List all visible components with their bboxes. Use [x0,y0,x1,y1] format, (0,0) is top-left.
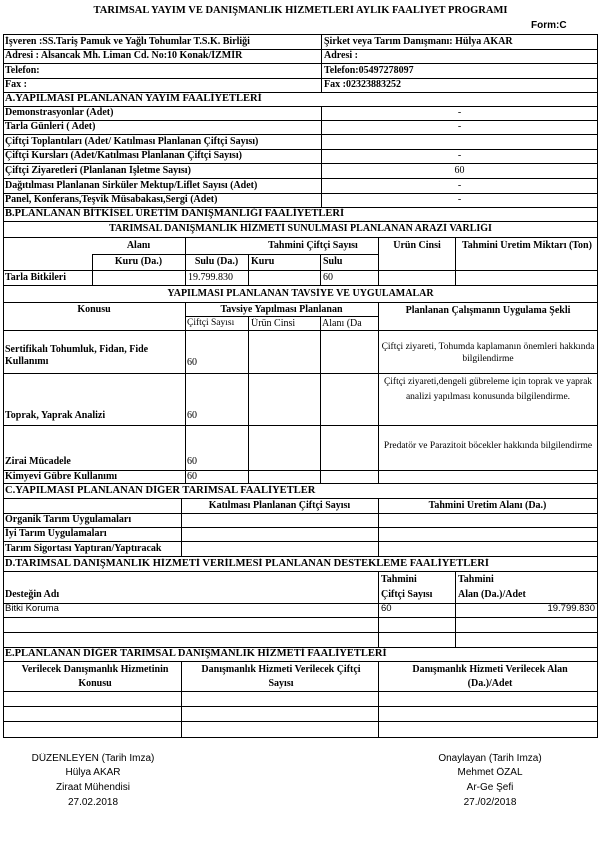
form-code: Form:C [531,20,567,31]
a-row-label: Dağıtılması Planlanan Sirküler Mektup/Liflet Sayısı (Adet) [5,180,258,191]
a-row-label: Çiftçi Kursları (Adet/Katılması Planlanan Çiftçi Sayısı) [5,150,242,161]
a-row-value: - [457,180,462,191]
adres-left: Adresi : Alsancak Mh. Liman Cd. No:10 Konak/İZMİR [5,50,243,61]
tavsiye-row-ciftci: 60 [187,410,197,421]
a-row-value: - [457,194,462,205]
konusu-header: Konusu [77,304,111,315]
sig-left-role: DÜZENLEYEN (Tarih İmza) [31,753,155,764]
tahmini-ciftci-header: Tahmini Çiftçi Sayısı [268,240,358,251]
kuru-header: Kuru [251,256,275,267]
c-col2-header: Tahmini Üretim Alanı (Da.) [428,500,547,511]
a-row-value: - [457,121,462,132]
tavsiye-row-uygulama: Predatör ve Parazitoit böcekler hakkında bilgilendirme [383,441,593,451]
arazi-subtitle: TARIMSAL DANIŞMANLIK HİZMETİ SUNULMASI PLANLANAN ARAZİ VARLIĞI [109,223,492,234]
c-col1-header: Katılması Planlanan Çiftçi Sayısı [208,500,351,511]
sig-right-date: 27./02/2018 [463,797,517,808]
tarla-sulu-value: 60 [323,272,333,283]
d-ciftci-header-2: Çiftçi Sayısı [381,589,433,600]
sig-left-title: Ziraat Mühendisi [56,782,130,793]
sulu-header: Sulu [323,256,343,267]
c-row-label: İyi Tarım Uygulamaları [5,528,107,539]
adres-right: Adresi : [324,50,358,61]
section-d-title: D.TARIMSAL DANIŞMANLIK HİZMETİ VERİLMESİ PLANLANAN DESTEKLEME FAALİYETLERİ [5,558,489,569]
d-row-alan: 19.799.830 [547,604,595,614]
sig-right-role: Onaylayan (Tarih İmza) [438,753,542,764]
destek-adi-header: Desteğin Adı [5,589,60,600]
e-col2-header: Danışmanlık Hizmeti Verilecek Çiftçi Sayısı [201,664,361,689]
planlanan-calisma-header: Planlanan Çalışmanın Uygulama Şekli [405,305,571,316]
telefon-left: Telefon: [5,65,40,76]
urun-cinsi-header: Ürün Cinsi [393,240,441,251]
tavsiye-row-uygulama: Çiftçi ziyareti, Tohumda kaplamanın önemleri hakkında bilgilendirme [381,342,595,365]
sig-left-name: Hülya AKAR [65,767,121,778]
ciftci-sayisi-header: Çiftçi Sayısı [187,318,235,328]
sig-right-name: Mehmet ÖZAL [457,767,523,778]
alani-header: Alanı [126,240,151,251]
tarla-bitkileri-label: Tarla Bitkileri [5,272,67,283]
c-row-label: Organik Tarım Uygulamaları [5,514,132,525]
fax-left: Fax : [5,79,27,90]
a-row-label: Çiftçi Toplantıları (Adet/ Katılması Planlanan Çiftçi Sayısı) [5,136,259,147]
section-a-title: A.YAPILMASI PLANLANAN YAYIM FAALİYETLERİ [5,93,262,104]
tarla-sulu-da-value: 19.799.830 [188,272,233,283]
a-row-value: - [457,150,462,161]
tavsiye-row-uygulama: Çiftçi ziyareti,dengeli gübreleme için toprak ve yaprak analizi yapılması konusunda bilgilendirme. [383,377,593,402]
tavsiye-row-ciftci: 60 [187,471,197,482]
document-title: TARIMSAL YAYIM VE DANIŞMANLIK HİZMETLERİ AYLIK FAALİYET PROGRAMI [93,5,508,16]
a-row-label: Çiftçi Ziyaretleri (Planlanan İşletme Sayısı) [5,165,191,176]
tavsiye-row-label: Toprak, Yaprak Analizi [5,410,106,421]
a-row-label: Tarla Günleri ( Adet) [5,121,96,132]
sig-right-title: Ar-Ge Şefi [466,782,514,793]
tavsiye-row-label: Kimyevi Gübre Kullanımı [5,471,118,482]
a-row-value: - [457,107,462,118]
a-row-value: 60 [454,165,465,176]
isveren-field: İşveren :SS.Tariş Pamuk ve Yağlı Tohumlar T.S.K. Birliği [5,36,250,47]
d-row-ciftci: 60 [381,604,392,614]
tavsiye-planlanan-header: Tavsiye Yapılması Planlanan [220,304,343,315]
fax-right: Fax :02323883252 [324,79,401,90]
tavsiye-row-label: Sertifikalı Tohumluk, Fidan, Fide Kullanımı [5,344,149,367]
tavsiye-row-label: Zirai Mücadele [5,456,71,467]
sig-left-date: 27.02.2018 [67,797,119,808]
sulu-da-header: Sulu (Da.) [194,256,239,267]
tahmini-uretim-header: Tahmini Üretim Miktarı (Ton) [462,240,592,251]
urun-cinsi2-header: Ürün Cinsi [251,318,296,329]
section-b-title: B.PLANLANAN BİTKİSEL ÜRETİM DANIŞMANLIĞI FAALİYETLERİ [5,208,345,219]
e-col1-header: Verilecek Danışmanlık Hizmetinin Konusu [21,664,169,689]
c-row-label: Tarım Sigortası Yaptıran/Yaptıracak [5,543,162,554]
section-e-title: E.PLANLANAN DİĞER TARIMSAL DANIŞMANLIK HİZMETİ FAALİYETLERİ [5,648,387,659]
d-row-name: Bitki Koruma [5,604,59,614]
telefon-right: Telefon:05497278097 [324,65,414,76]
d-alan-header-2: Alan (Da.)/Adet [458,589,526,600]
kuru-da-header: Kuru (Da.) [114,256,163,267]
tavsiye-row-ciftci: 60 [187,357,197,368]
tavsiye-row-ciftci: 60 [187,456,197,467]
e-col3-header: Danışmanlık Hizmeti Verilecek Alan (Da.)/Adet [412,664,568,689]
sirket-field: Şirket veya Tarım Danışmanı: Hülya AKAR [324,36,513,47]
tavsiye-title: YAPILMASI PLANLANAN TAVSİYE VE UYGULAMALAR [167,288,434,299]
section-c-title: C.YAPILMASI PLANLANAN DİĞER TARIMSAL FAALİYETLER [5,485,316,496]
a-row-label: Panel, Konferans,Teşvik Müsabakası,Sergi (Adet) [5,194,218,205]
alani-da-header: Alanı (Da [322,318,362,329]
a-row-label: Demonstrasyonlar (Adet) [5,107,114,118]
d-alan-header-1: Tahmini [458,574,494,585]
d-ciftci-header-1: Tahmini [381,574,417,585]
